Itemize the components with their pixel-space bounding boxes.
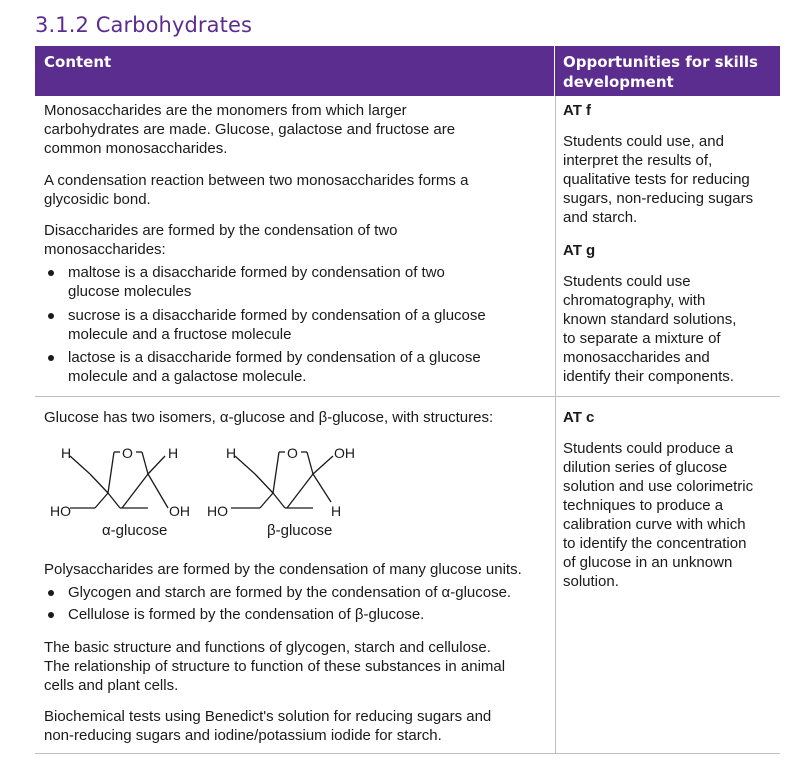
text-line: molecule and a galactose molecule. [68,368,307,385]
content-paragraph-structure-function [44,638,549,695]
text-line: carbohydrates are made. Glucose, galactose and fructose are [44,121,456,138]
header-skills-line1: Opportunities for skills [563,53,758,71]
text-line: cells and plant cells. [44,677,179,694]
text-line: maltose is a disaccharide formed by condensation of two [68,264,445,281]
text-line: sucrose is a disaccharide formed by condensation of a glucose [68,307,486,324]
list-item-glycogen-starch [48,583,553,603]
text-line: known standard solutions, [563,311,737,328]
list-item-maltose [48,263,548,303]
atom-label: H [226,445,237,461]
text-line: Students could produce a [563,440,734,457]
table-bottom-rule [35,753,780,754]
text-line: identify their components. [563,368,734,385]
text-line: Students could use [563,273,691,290]
text-line: molecule and a fructose molecule [68,326,292,343]
row-divider-skills [555,396,780,397]
text-line: dilution series of glucose [563,459,728,476]
bullet-dot [48,313,54,319]
atom-label: HO [207,503,228,519]
row-divider-content [35,396,555,397]
skill-code-atf: AT f [563,102,592,119]
text-line: monosaccharides: [44,241,166,258]
text-line: Cellulose is formed by the condensation of β-glucose. [68,606,425,623]
list-item-sucrose [48,306,548,346]
text-line: Students could use, and [563,133,724,150]
header-skills [555,46,780,96]
skill-code-atg: AT g [563,242,596,259]
text-line: interpret the results of, [563,152,713,169]
content-paragraph-polysaccharides: Polysaccharides are formed by the condensation of many glucose units. [44,561,522,578]
atom-label: OH [334,445,355,461]
atom-label: O [122,445,133,461]
alpha-glucose-structure [50,438,200,538]
structure-name: β-glucose [267,522,333,538]
text-line: calibration curve with which [563,516,746,533]
text-line: qualitative tests for reducing [563,171,750,188]
atom-label: H [168,445,179,461]
text-line: Glycogen and starch are formed by the condensation of α-glucose. [68,584,512,601]
skill-text-atc [563,439,778,591]
list-item-lactose [48,348,548,388]
text-line: glycosidic bond. [44,191,151,208]
text-line: Biochemical tests using Benedict's solution for reducing sugars and [44,708,492,725]
atom-label: HO [50,503,71,519]
bullet-dot [48,590,54,596]
text-line: and starch. [563,209,638,226]
skill-code-atc: AT c [563,409,595,426]
ring-bonds [231,452,333,508]
content-paragraph-isomers: Glucose has two isomers, α-glucose and β-glucose, with structures: [44,409,494,426]
text-line: techniques to produce a [563,497,724,514]
text-line: common monosaccharides. [44,140,228,157]
text-line: to separate a mixture of [563,330,721,347]
text-line: non-reducing sugars and iodine/potassium iodide for starch. [44,727,442,744]
list-item-cellulose [48,605,553,625]
text-line: glucose molecules [68,283,192,300]
text-line: A condensation reaction between two monosaccharides forms a [44,172,469,189]
ring-bonds [70,452,168,508]
header-skills-line2: development [563,73,674,91]
bullet-dot [48,270,54,276]
atom-label: OH [169,503,190,519]
text-line: Monosaccharides are the monomers from which larger [44,102,407,119]
section-title: 3.1.2 Carbohydrates [35,13,253,37]
skill-text-atf [563,132,778,227]
atom-label: H [61,445,72,461]
text-line: monosaccharides and [563,349,710,366]
content-paragraph-disaccharides [44,221,549,259]
content-paragraph-monosaccharides [44,101,549,158]
spec-table [35,46,780,754]
bullet-dot [48,355,54,361]
atom-label: H [331,503,342,519]
text-line: of glucose in an unknown [563,554,733,571]
text-line: The basic structure and functions of glycogen, starch and cellulose. [44,639,491,656]
column-divider [555,96,556,754]
text-line: Disaccharides are formed by the condensation of two [44,222,398,239]
atom-label: O [287,445,298,461]
text-line: The relationship of structure to function of these substances in animal [44,658,506,675]
bullet-dot [48,612,54,618]
content-paragraph-biochemical-tests [44,707,549,745]
text-line: chromatography, with [563,292,706,309]
header-content: Content [35,46,554,96]
text-line: solution and use colorimetric [563,478,754,495]
text-line: sugars, non-reducing sugars [563,190,754,207]
content-paragraph-condensation [44,171,549,209]
beta-glucose-structure [195,438,365,538]
skill-text-atg [563,272,778,386]
structure-name: α-glucose [102,522,168,538]
text-line: to identify the concentration [563,535,747,552]
text-line: solution. [563,573,619,590]
text-line: lactose is a disaccharide formed by condensation of a glucose [68,349,481,366]
